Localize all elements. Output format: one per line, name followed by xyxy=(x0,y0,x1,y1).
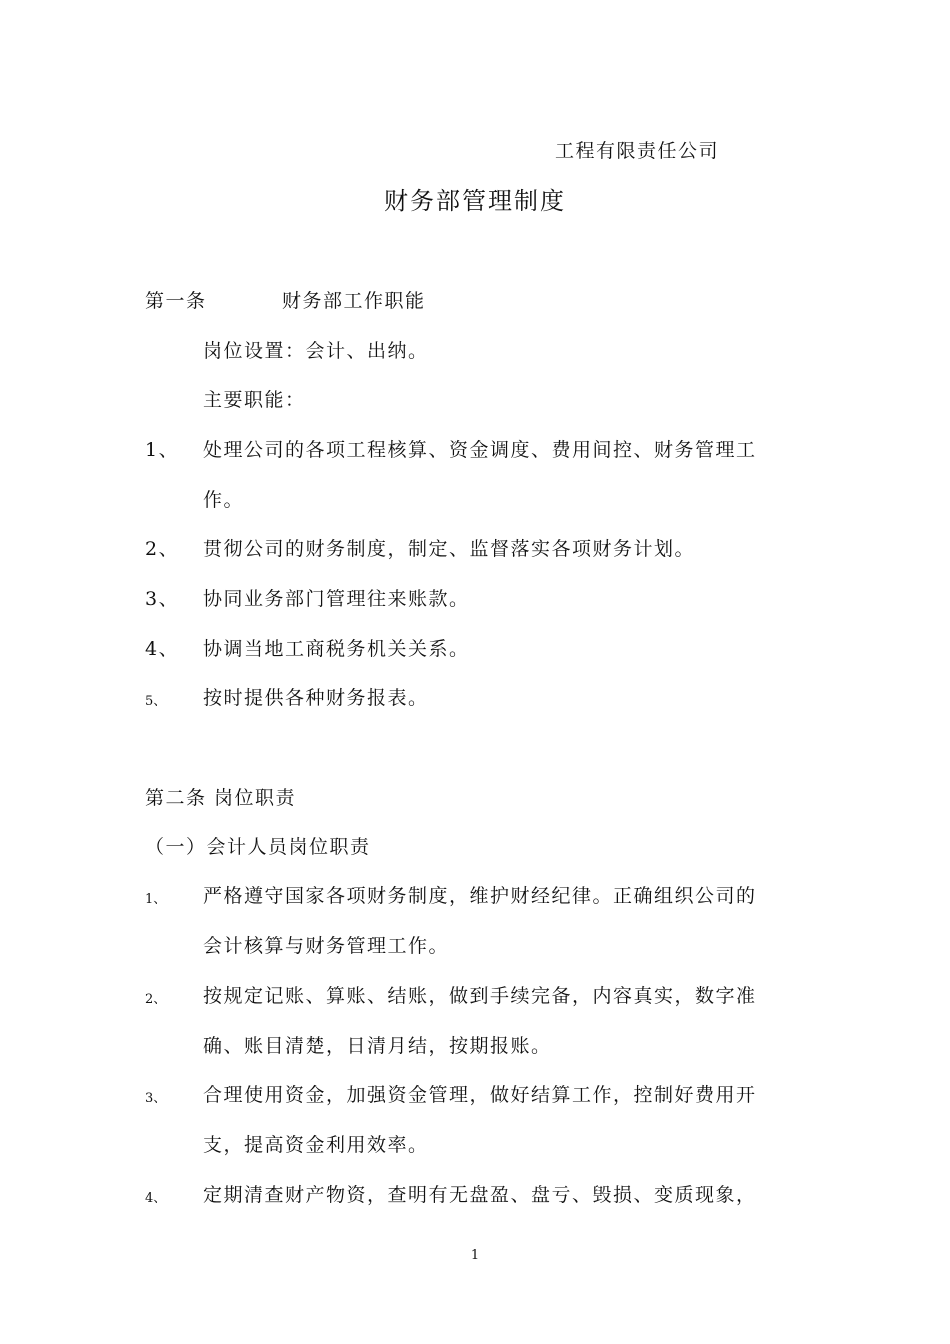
list-item-number: 4、 xyxy=(145,1191,167,1206)
list-item-text: 按时提供各种财务报表。 xyxy=(203,687,429,709)
list-item-number: 3、 xyxy=(145,588,180,610)
article-1-title: 财务部工作职能 xyxy=(282,290,426,312)
article-2-heading: 第二条 岗位职责 xyxy=(145,787,297,809)
functions-label: 主要职能： xyxy=(203,389,306,411)
section-heading: （一）会计人员岗位职责 xyxy=(145,836,371,858)
positions-text: 岗位设置：会计、出纳。 xyxy=(203,340,429,362)
list-item-text: 贯彻公司的财务制度，制定、监督落实各项财务计划。 xyxy=(203,538,696,560)
list-item-text-continued: 支，提高资金利用效率。 xyxy=(203,1134,429,1156)
page-number: 1 xyxy=(470,1248,480,1263)
list-item-number: 1、 xyxy=(145,892,167,907)
list-item-number: 4、 xyxy=(145,638,180,660)
list-item-text: 按规定记账、算账、结账，做到手续完备，内容真实，数字准 xyxy=(203,985,757,1007)
article-1-number: 第一条 xyxy=(145,290,207,312)
list-item-text: 协同业务部门管理往来账款。 xyxy=(203,588,470,610)
list-item-text: 严格遵守国家各项财务制度，维护财经纪律。正确组织公司的 xyxy=(203,885,757,907)
list-item-text: 定期清查财产物资，查明有无盘盈、盘亏、毁损、变质现象， xyxy=(203,1184,757,1206)
list-item-text-continued: 确、账目清楚，日清月结，按期报账。 xyxy=(203,1035,552,1057)
list-item-number: 2、 xyxy=(145,538,180,560)
list-item-text: 合理使用资金，加强资金管理，做好结算工作，控制好费用开 xyxy=(203,1084,757,1106)
list-item-number: 3、 xyxy=(145,1091,167,1106)
list-item-number: 5、 xyxy=(145,694,167,709)
list-item-number: 1、 xyxy=(145,439,180,461)
company-name: 工程有限责任公司 xyxy=(555,140,720,162)
list-item-text: 处理公司的各项工程核算、资金调度、费用间控、财务管理工 xyxy=(203,439,757,461)
list-item-text-continued: 会计核算与财务管理工作。 xyxy=(203,935,450,957)
list-item-number: 2、 xyxy=(145,992,167,1007)
list-item-text-continued: 作。 xyxy=(203,489,245,511)
list-item-text: 协调当地工商税务机关关系。 xyxy=(203,638,470,660)
document-title: 财务部管理制度 xyxy=(384,187,566,215)
